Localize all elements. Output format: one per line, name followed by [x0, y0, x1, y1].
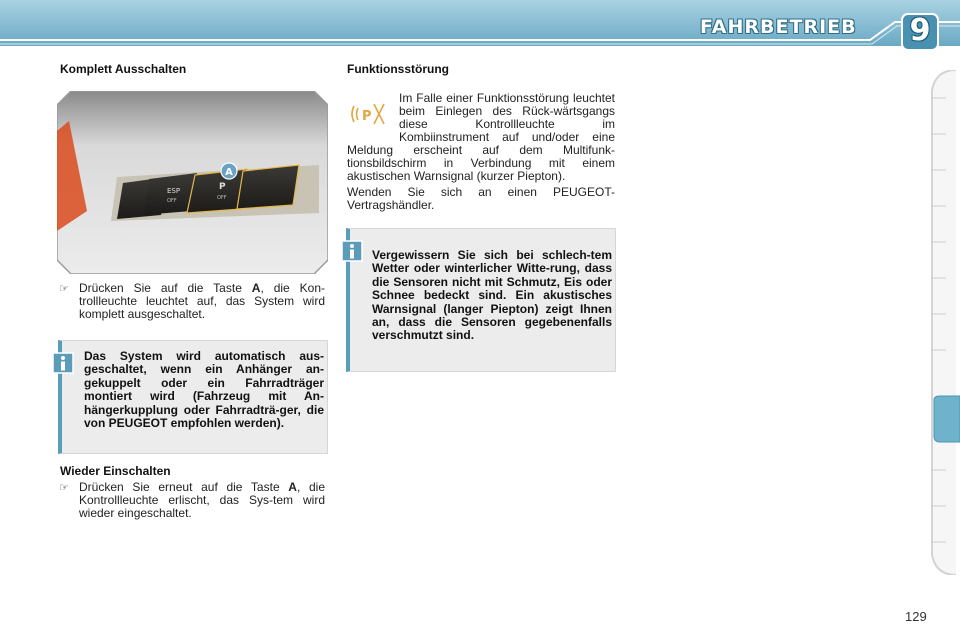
section-heading-komplett-ausschalten: Komplett Ausschalten	[60, 62, 187, 76]
section-heading-wieder-einschalten: Wieder Einschalten	[60, 464, 171, 478]
hand-pointer-icon: ☞	[59, 282, 69, 295]
section-heading-funktionsstoerung: Funktionsstörung	[347, 62, 449, 76]
dashboard-switch-photo	[57, 91, 328, 274]
park-label: P	[219, 182, 226, 192]
icon-spacer	[347, 92, 399, 132]
chapter-tab-strip	[926, 70, 960, 575]
info-icon	[52, 352, 74, 374]
park-off-label: OFF	[217, 195, 227, 201]
chapter-title: FAHRBETRIEB	[700, 16, 857, 38]
bullet-komplett-ausschalten: ☞ Drücken Sie auf die Taste A, die Kon-trollleuchte leuchtet auf, das System wird komplett ausgeschaltet.	[59, 281, 326, 321]
key-a-label: A	[251, 281, 261, 295]
chapter-number: 9	[909, 13, 931, 48]
page-number: 129	[905, 609, 927, 624]
key-a-label: A	[288, 480, 297, 494]
paragraph-contact-dealer: Wenden Sie sich an einen PEUGEOT-Vertragshändler.	[347, 185, 615, 212]
paragraph-malfunction: Im Falle einer Funktionsstörung leuchtet beim Einlegen des Rück-wärtsgangs diese Kontrollleuchte im Kombiinstrument auf und/oder eine Meldung erscheint auf dem Multifunk-tionsbildschirm in Verbindung mit einem akustischen Warnsignal (kurzer Piepton).	[347, 91, 615, 183]
bullet-wieder-einschalten: ☞ Drücken Sie erneut auf die Taste A, die Kontrollleuchte erlischt, das Sys-tem wird wieder eingeschaltet.	[59, 480, 325, 520]
info-icon	[341, 240, 363, 262]
svg-text:P: P	[362, 109, 372, 124]
info-box-sensors-dirty	[346, 228, 616, 372]
info-box-automatic-off	[58, 340, 328, 454]
esp-label: ESP	[167, 187, 181, 195]
info-text-sensors-dirty: Vergewissern Sie sich bei schlech-tem Wetter oder winterlicher Witte-rung, dass die Sensoren nicht mit Schmutz, Eis oder Schnee bedeckt sind. Ein akustisches Warnsignal (langer Piepton) zeigt Ihnen an, dass die Sensoren gegebenenfalls verschmutzt sind.	[372, 248, 612, 343]
hand-pointer-icon: ☞	[59, 481, 69, 494]
esp-off-label: OFF	[167, 198, 177, 204]
button-a-marker: A	[225, 167, 233, 178]
info-text-automatic-off: Das System wird automatisch aus-geschaltet, wenn ein Anhänger an-gekuppelt oder ein Fahrradträger montiert wird (Fahrzeug mit An-hängerkupplung oder Fahrradträ-ger, die von PEUGEOT empfohlen werden).	[84, 349, 324, 431]
